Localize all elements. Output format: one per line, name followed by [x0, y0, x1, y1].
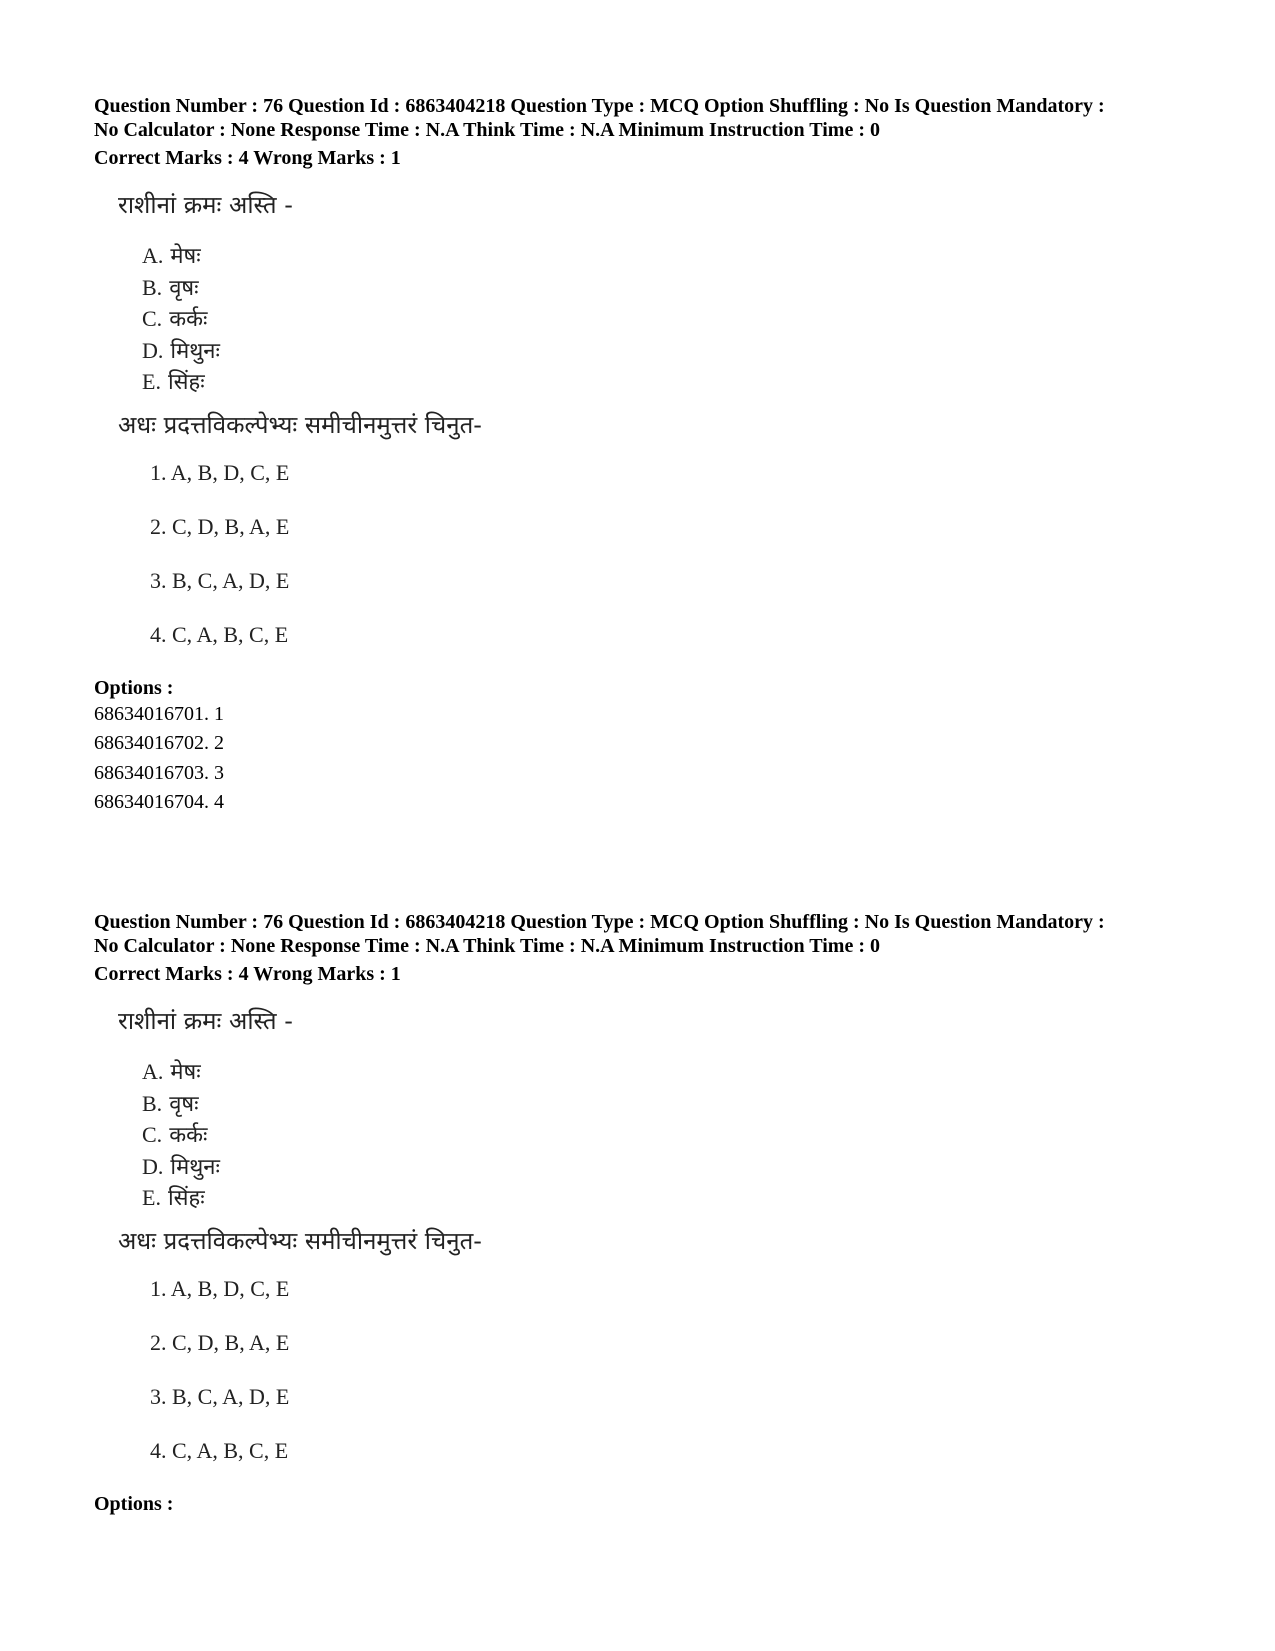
option-row: 68634016701. 1: [94, 702, 224, 725]
question-content: [118, 1006, 1194, 1492]
question-items: [142, 1056, 1194, 1214]
item-text: मिथुनः: [170, 1154, 220, 1180]
list-item: [142, 303, 1194, 335]
item-text: कर्कः: [169, 1123, 208, 1148]
item-text: कर्कः: [169, 307, 208, 332]
item-text: सिंहः: [167, 370, 205, 395]
answer-choice: 3. B, C, A, D, E: [150, 567, 290, 593]
list-item: [142, 1088, 1194, 1120]
item-label: E.: [142, 1185, 161, 1210]
answer-choice: 1. A, B, D, C, E: [150, 459, 290, 485]
options-title: Options :: [94, 1492, 174, 1515]
item-label: C.: [142, 1122, 163, 1147]
list-item: [142, 240, 1194, 272]
answer-choice: 3. B, C, A, D, E: [150, 1383, 290, 1409]
answer-choice: 4. C, A, B, C, E: [150, 621, 289, 647]
question-marks: Correct Marks : 4 Wrong Marks : 1: [94, 147, 401, 169]
list-item: [142, 1182, 1194, 1214]
question-stem: राशीनां क्रमः अस्ति -: [118, 1007, 293, 1035]
option-row: 68634016703. 3: [94, 761, 224, 784]
list-item: [142, 335, 1194, 367]
item-text: मिथुनः: [170, 338, 220, 364]
answer-choice: 1. A, B, D, C, E: [150, 1275, 290, 1301]
question-content: [118, 190, 1194, 676]
list-item: [142, 1151, 1194, 1183]
options-title: Options :: [94, 676, 174, 699]
answer-choice: 2. C, D, B, A, E: [150, 1329, 290, 1355]
item-text: वृषः: [169, 1091, 199, 1117]
question-block-2: [94, 910, 1194, 1516]
item-label: B.: [142, 274, 163, 300]
item-label: E.: [142, 369, 161, 394]
question-stem: राशीनां क्रमः अस्ति -: [118, 191, 293, 219]
item-label: A.: [142, 243, 164, 268]
option-row: 68634016702. 2: [94, 732, 224, 754]
item-label: D.: [142, 337, 164, 363]
question-marks: Correct Marks : 4 Wrong Marks : 1: [94, 963, 401, 985]
item-text: वृषः: [169, 275, 199, 301]
question-meta-line-1: Question Number : 76 Question Id : 6863404218 Question Type : MCQ Option Shuffling : No Is Question Mandatory :: [94, 911, 1105, 933]
question-meta-line-2: No Calculator : None Response Time : N.A Think Time : N.A Minimum Instruction Time : 0: [94, 935, 880, 957]
item-label: C.: [142, 306, 163, 331]
item-label: A.: [142, 1059, 164, 1084]
answer-choice: 4. C, A, B, C, E: [150, 1437, 289, 1463]
question-instruction: अधः प्रदत्तविकल्पेभ्यः समीचीनमुत्तरं चिनुत-: [118, 410, 482, 439]
option-row: 68634016704. 4: [94, 791, 224, 813]
question-meta-line-1: Question Number : 76 Question Id : 6863404218 Question Type : MCQ Option Shuffling : No Is Question Mandatory :: [94, 95, 1105, 117]
item-text: मेषः: [170, 1060, 201, 1085]
list-item: [142, 366, 1194, 398]
question-meta-line-2: No Calculator : None Response Time : N.A Think Time : N.A Minimum Instruction Time : 0: [94, 119, 880, 141]
item-text: मेषः: [170, 244, 201, 269]
list-item: [142, 1056, 1194, 1088]
answer-choice: 2. C, D, B, A, E: [150, 513, 290, 539]
list-item: [142, 1119, 1194, 1151]
item-text: सिंहः: [167, 1186, 205, 1211]
question-block-1: [94, 94, 1194, 818]
answer-choices: [150, 1276, 1194, 1492]
question-items: [142, 240, 1194, 398]
question-instruction: अधः प्रदत्तविकल्पेभ्यः समीचीनमुत्तरं चिनुत-: [118, 1226, 482, 1255]
answer-choices: [150, 460, 1194, 676]
list-item: [142, 272, 1194, 304]
item-label: B.: [142, 1090, 163, 1116]
item-label: D.: [142, 1153, 164, 1179]
